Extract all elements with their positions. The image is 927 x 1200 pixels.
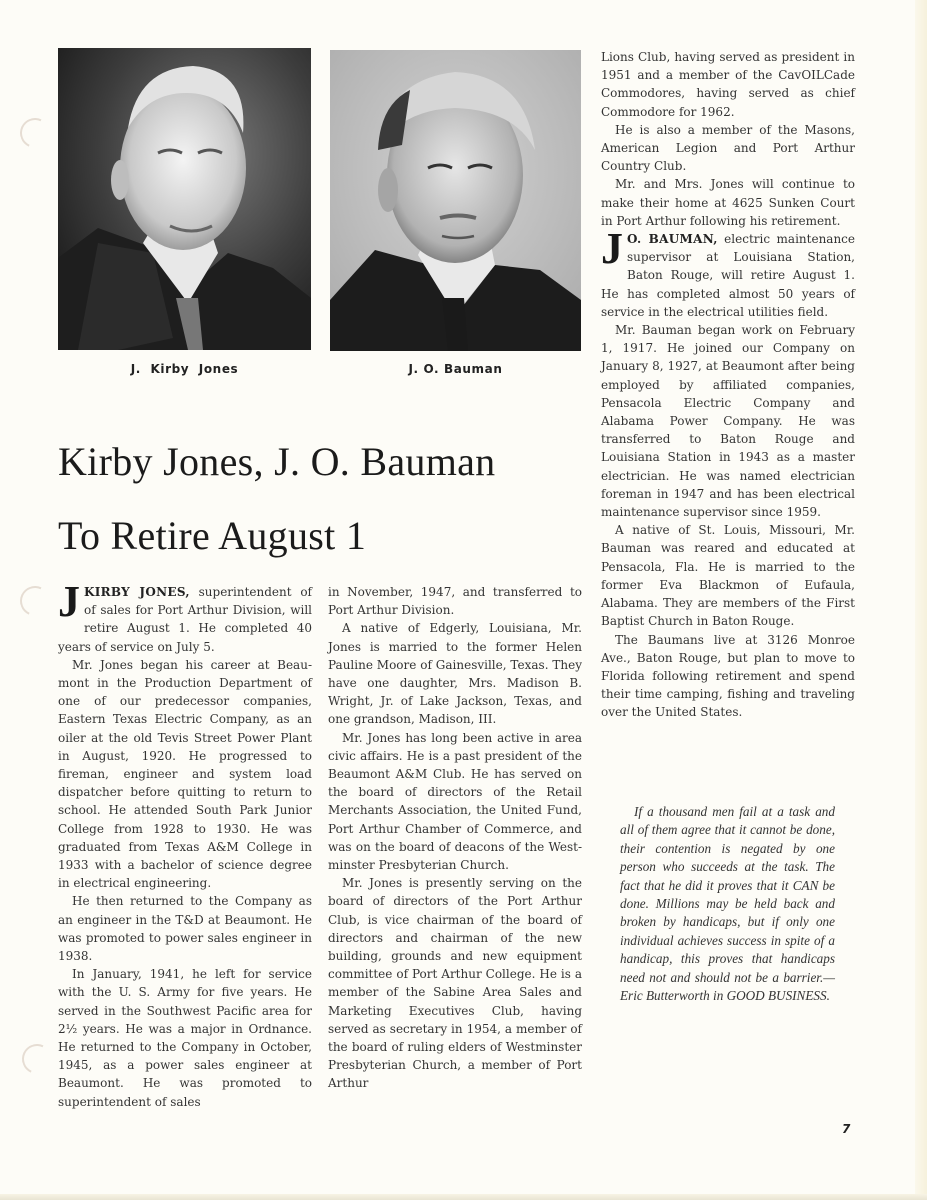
article-paragraph: Mr. Jones is presently serving on the board of directors of the Port Arthur Club, is vice chairman of the board of directors and chairman of the new building, grounds and new equipment committee of Port Arthur College. He is a member of the Sabine Area Sales and Marketing Executives Club, having served as secretary in 1954, a member of the board of ruling elders of Westminster Presbyterian Church, a member of Port Arthur: [328, 876, 582, 1091]
page-edge: [915, 0, 927, 1200]
article-paragraph: The Baumans live at 3126 Monroe Ave., Baton Rouge, but plan to move to Florida following retirement and spend their time camping, fishing and traveling over the United States.: [601, 632, 855, 720]
article-paragraph: He is also a member of the Masons, American Legion and Port Arthur Country Club.: [601, 122, 855, 174]
lead-text: electric maintenance supervisor at Louisiana Station, Baton Rouge, will retire August 1. He has completed almost 50 years of service in the electrical utilities field.: [601, 232, 856, 319]
article-paragraph: A native of Edgerly, Louisiana, Mr. Jones is married to the former Helen Pauline Moore of Gainesville, Texas. They have one daughter, Mrs. Madison B. Wright, Jr. of Lake Jackson, Texas, and one grandson, Madison, III.: [328, 621, 582, 727]
photo-kirby-jones: [58, 48, 311, 350]
photo-caption-kirby-jones: J. Kirby Jones: [130, 362, 239, 376]
punch-hole-bottom: [18, 1040, 56, 1078]
photo-caption-bauman: J. O. Bauman: [408, 362, 503, 376]
jones-lead-paragraph: [58, 577, 312, 656]
article-paragraph: Mr. Jones began his career at Beaumont in the Production Department of one of our predecessor companies, Eastern Texas Electric Company, as an oiler at the old Tevis Street Power Plant in August, 1920. He progressed to fireman, engineer and system load dispatcher before quitting to return to school. He attended South Park Junior College from 1928 to 1930. He was graduated from Texas A&M College in 1933 with a bachelor of science degree in electrical engineering.: [58, 657, 312, 891]
dropcap-j: J: [601, 224, 623, 274]
punch-hole-top: [16, 114, 54, 152]
article-paragraph: A native of St. Louis, Missouri, Mr. Bauman was reared and educated at Pensacola, Fla. He is married to the former Eva Blackmon of Eufaula, Alabama. They are members of the First Baptist Church in Baton Rouge.: [601, 523, 855, 629]
headline-line-2: To Retire August 1: [58, 513, 367, 558]
pull-quote: [620, 803, 835, 1005]
punch-hole-middle: [16, 582, 54, 620]
headline-line-1: Kirby Jones, J. O. Bauman: [58, 439, 496, 484]
bauman-lead-paragraph: [601, 224, 856, 321]
article-paragraph: He then returned to the Company as an engineer in the T&D at Beaumont. He was promoted to power sales engineer in 1938.: [58, 894, 312, 964]
article-column-1: [58, 577, 312, 1111]
article-column-3: [601, 48, 855, 722]
lead-name-bauman: O. BAUMAN,: [627, 232, 718, 247]
portrait-image: [330, 50, 581, 351]
article-paragraph: Mr. and Mrs. Jones will continue to make their home at 4625 Sunken Court in Port Arthur following his retirement.: [601, 177, 855, 228]
quote-text: If a thousand men fail at a task and all of them agree that it cannot be done, their contention is negated by one person who succeeds at the task. The fact that he did it proves that it CAN be done. Millions may be held back and broken by handicaps, but if only one individual achieves success in spite of a handicap, this proves that handicaps need not and should not be a barrier.—Eric Butterworth in GOOD BUSINESS.: [620, 804, 835, 1004]
lead-text: superintendent of of sales for Port Arthur Division, will retire August 1. He completed 40 years of service on July 5.: [58, 585, 312, 654]
photo-bauman: [330, 50, 581, 351]
article-column-2: [328, 583, 582, 1093]
article-paragraph-continued: in November, 1947, and transferred to Port Arthur Division.: [328, 585, 582, 618]
page-number: 7: [842, 1122, 851, 1136]
article-paragraph: Mr. Jones has long been active in area civic affairs. He is a past president of the Beaumont A&M Club. He has served on the board of directors of the Retail Merchants Association, the United Fund, Port Arthur Chamber of Commerce, and was on the board of deacons of the Westminster Presbyterian Church.: [328, 730, 582, 873]
portrait-image: [58, 48, 311, 350]
article-paragraph: In January, 1941, he left for service with the U. S. Army for five years. He served in the Southwest Pacific area for 2½ years. He was a major in Ordnance. He returned to the Company in October, 1945, as a power sales engineer at Beaumont. He was promoted to superintendent of sales: [58, 967, 312, 1109]
article-paragraph: Mr. Bauman began work on February 1, 1917. He joined our Company on January 8, 1927, at Beaumont after being employed by affiliated companies, Pensacola Electric Company and Alabama Power Company. He was transferred to Baton Rouge and Louisiana Station in 1943 as a master electrician. He was named electrician foreman in 1947 and has been electrical maintenance supervisor since 1959.: [601, 323, 855, 520]
page-bottom-edge: [0, 1194, 927, 1200]
lead-name-kirby-jones: KIRBY JONES,: [84, 585, 190, 599]
dropcap-j: J: [58, 577, 80, 626]
article-paragraph-continued: Lions Club, having served as president in 1951 and a member of the CavOILCade Commodores, having served as chief Commodore for 1962.: [601, 50, 855, 119]
